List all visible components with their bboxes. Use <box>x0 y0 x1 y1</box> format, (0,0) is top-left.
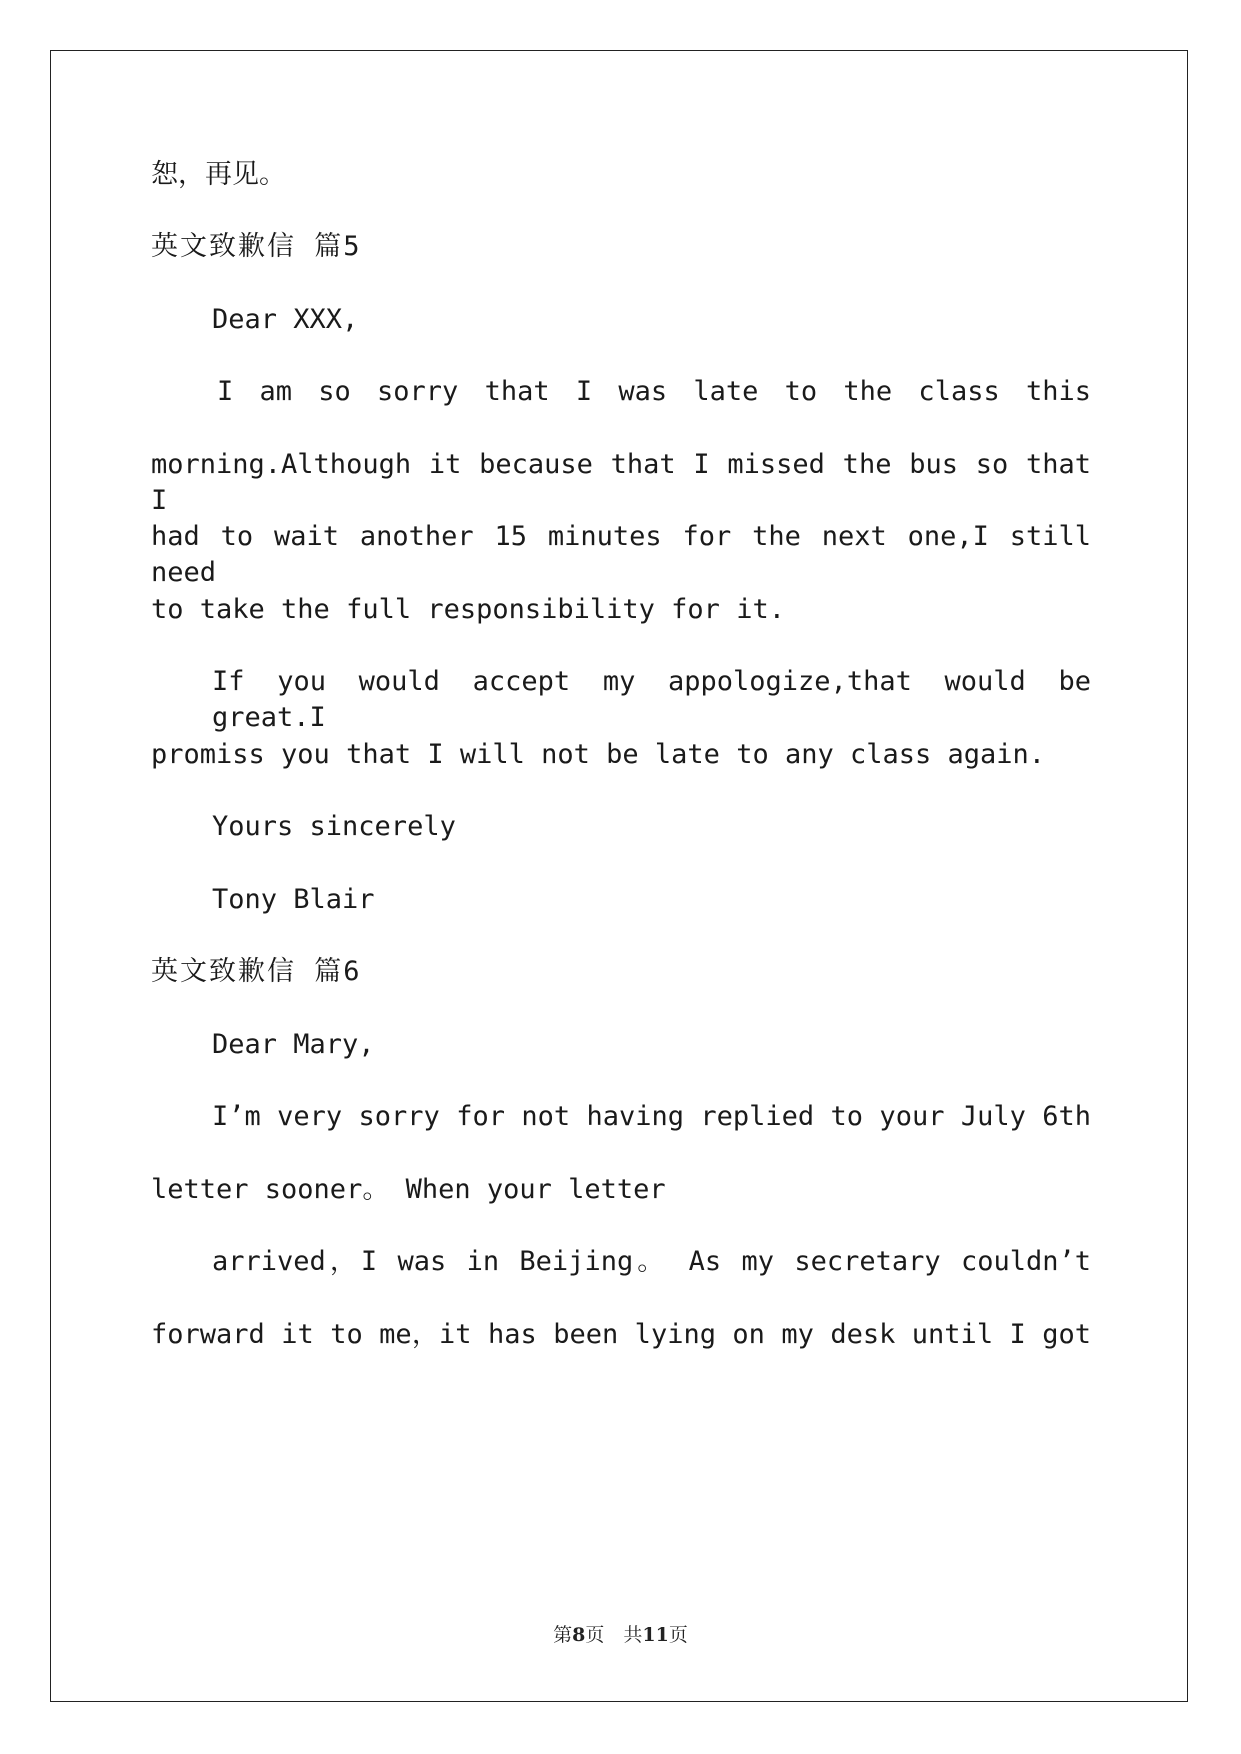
page-border <box>50 50 1188 1702</box>
paragraph-line: I’m very sorry for not having replied to your July 6th <box>212 1101 1091 1132</box>
paragraph-line: morning.Although it because that I missed the bus so that I <box>151 449 1091 516</box>
closing: Yours sincerely <box>212 811 456 842</box>
paragraph-line: If you would accept my appologize,that would be great.I <box>212 666 1091 733</box>
paragraph-line: promiss you that I will not be late to any class again. <box>151 739 1046 770</box>
paragraph-line: to take the full responsibility for it. <box>151 594 785 625</box>
footer-prefix: 第 <box>553 1624 573 1646</box>
paragraph-line: forward it to me，it has been lying on my desk until I got <box>151 1319 1091 1350</box>
footer-suffix: 页 <box>668 1624 688 1646</box>
paragraph-line: had to wait another 15 minutes for the next one,I still need <box>151 521 1091 588</box>
salutation: Dear XXX, <box>212 304 359 335</box>
total-page-count: 11 <box>642 1624 669 1646</box>
paragraph-line: I am so sorry that I was late to the class this <box>217 376 1091 407</box>
salutation: Dear Mary, <box>212 1029 375 1060</box>
paragraph-line: arrived，I was in Beijing。 As my secretary couldn’t <box>212 1246 1091 1277</box>
paragraph-line: 恕，再见。 <box>151 159 286 190</box>
section-heading-5: 英文致歉信 篇5 <box>151 231 362 262</box>
section-heading-6: 英文致歉信 篇6 <box>151 956 362 987</box>
footer-middle: 页 共 <box>585 1624 643 1646</box>
signature: Tony Blair <box>212 884 375 915</box>
current-page-number: 8 <box>572 1624 586 1646</box>
paragraph-line: letter sooner。 When your letter <box>151 1174 666 1205</box>
page-number-footer <box>0 1623 1241 1647</box>
